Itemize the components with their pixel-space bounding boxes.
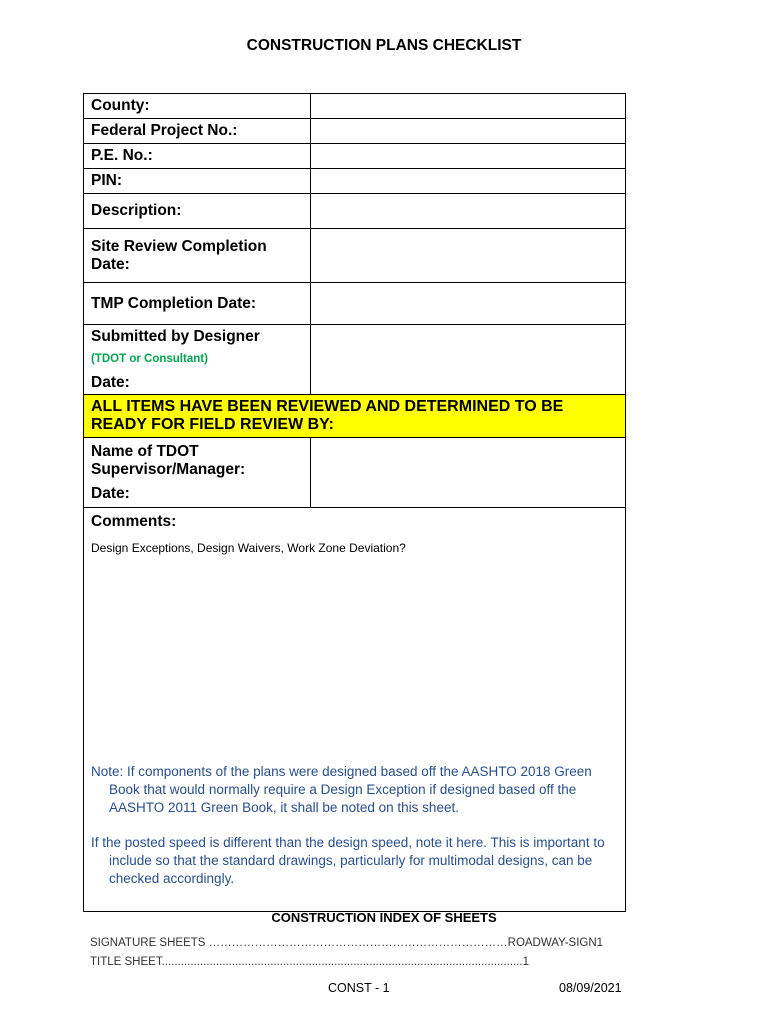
footer-date: 08/09/2021 [559,981,622,995]
comments-subtitle: Design Exceptions, Design Waivers, Work Zone Deviation? [91,541,406,555]
pin-field[interactable] [311,169,626,194]
county-field[interactable] [311,94,626,119]
supervisor-label-line2: Supervisor/Manager: [91,460,246,478]
tmp-field[interactable] [311,283,626,325]
supervisor-label [84,438,311,508]
index-line-signature: SIGNATURE SHEETS ……………………………………………………………………ROADWAY-SIGN1 [90,937,604,949]
review-banner: ALL ITEMS HAVE BEEN REVIEWED AND DETERMINED TO BE READY FOR FIELD REVIEW BY: [84,395,626,438]
federal-project-label: Federal Project No.: [84,119,311,144]
submitted-field[interactable] [311,325,626,395]
description-field[interactable] [311,194,626,229]
supervisor-date-label: Date: [91,484,130,502]
description-label: Description: [84,194,311,229]
site-review-field[interactable] [311,229,626,283]
federal-project-field[interactable] [311,119,626,144]
index-title: CONSTRUCTION INDEX OF SHEETS [271,910,497,925]
submitted-date-label: Date: [91,373,130,391]
supervisor-label-line1: Name of TDOT [91,442,199,460]
pin-label: PIN: [84,169,311,194]
checklist-form [83,93,626,912]
submitted-note: (TDOT or Consultant) [91,352,208,365]
supervisor-field[interactable] [311,438,626,508]
pe-no-label: P.E. No.: [84,144,311,169]
site-review-label-line1: Site Review Completion [91,237,267,255]
submitted-label [84,325,311,395]
page-title: CONSTRUCTION PLANS CHECKLIST [246,37,522,54]
pe-no-field[interactable] [311,144,626,169]
comments-title: Comments: [91,513,177,530]
note-aashto: Note: If components of the plans were designed based off the AASHTO 2018 Green Book that would normally require a Design Exception if designed based off the AASHTO 2011 Green Book, it shall be noted on this sheet. [91,764,592,815]
tmp-label: TMP Completion Date: [84,283,311,325]
county-label: County: [84,94,311,119]
footer-page-number: CONST - 1 [328,981,390,995]
submitted-label-line1: Submitted by Designer [91,327,260,345]
comments-section[interactable] [84,508,626,912]
site-review-label-line2: Date: [91,255,130,273]
site-review-label [84,229,311,283]
index-line-title-sheet: TITLE SHEET.................................................................................................................1 [90,956,530,968]
note-posted-speed: If the posted speed is different than the design speed, note it here. This is important to include so that the standard drawings, particularly for multimodal designs, can be checked accordingly. [91,835,605,886]
